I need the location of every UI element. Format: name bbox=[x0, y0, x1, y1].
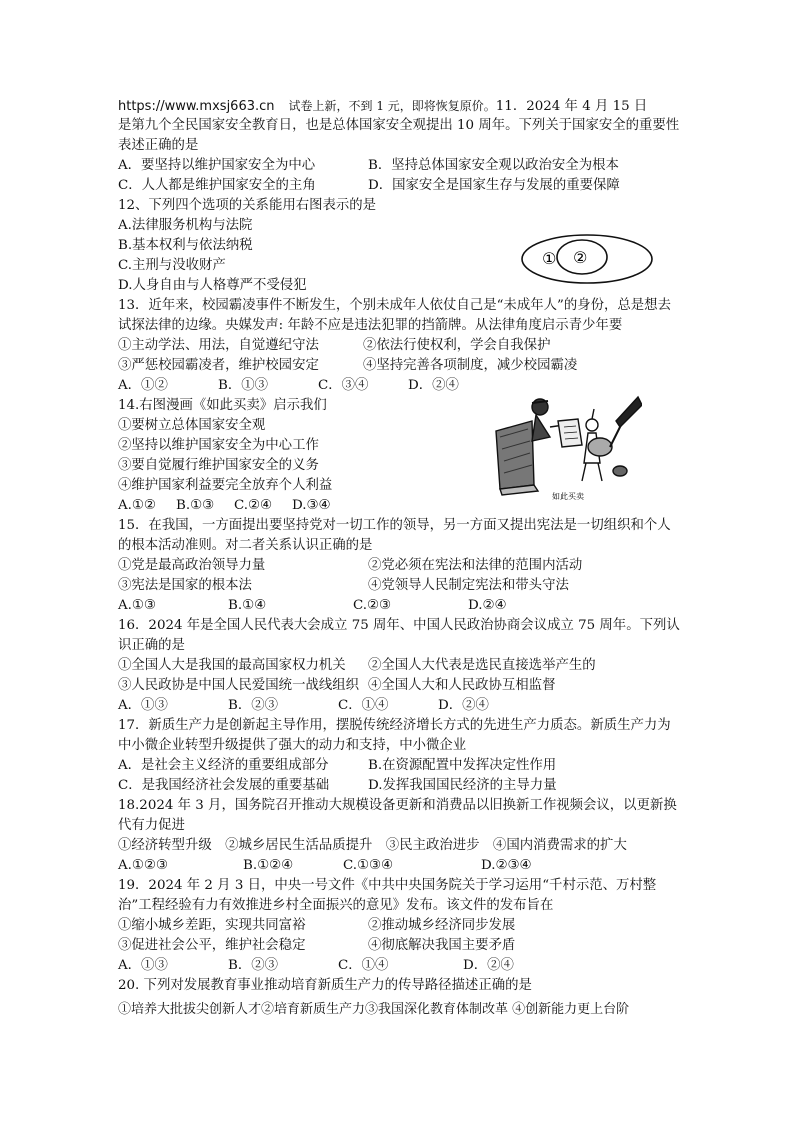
q17-options-row1 bbox=[118, 756, 680, 776]
q13-statement-2: ②依法行使权利，学会自我保护 bbox=[363, 338, 551, 353]
q13-option-a[interactable]: A．①② bbox=[118, 378, 168, 393]
q13-statement-4: ④坚持完善各项制度，减少校园霸凌 bbox=[363, 358, 578, 373]
q16-option-b[interactable]: B．②③ bbox=[228, 698, 279, 713]
q13-statement-3: ③严惩校园霸凌者，维护校园安定 bbox=[118, 358, 319, 373]
q19-option-d[interactable]: D．②④ bbox=[463, 958, 514, 973]
q15-option-b[interactable]: B.①④ bbox=[228, 598, 267, 613]
q14-statement-1: ①要树立总体国家安全观 bbox=[118, 418, 266, 433]
q18-stem: 18.2024 年 3 月，国务院召开推动大规模设备更新和消费品以旧换新工作视频会议，以更新换代有力促进 bbox=[118, 798, 677, 833]
q15-statements-row1 bbox=[118, 556, 680, 576]
q13-statement-1: ①主动学法、用法，自觉遵纪守法 bbox=[118, 338, 319, 353]
q11-stem: 是第九个全民国家安全教育日，也是总体国家安全观提出 10 周年。下列关于国家安全的重要性表述正确的是 bbox=[118, 118, 680, 153]
q17-option-b[interactable]: B.在资源配置中发挥决定性作用 bbox=[368, 758, 557, 773]
q17-option-c[interactable]: C．是我国经济社会发展的重要基础 bbox=[118, 778, 330, 793]
q18-option-a[interactable]: A.①②③ bbox=[118, 858, 168, 873]
q16-option-c[interactable]: C．①④ bbox=[338, 698, 389, 713]
q16-option-d[interactable]: D．②④ bbox=[438, 698, 489, 713]
q13-statements-row1 bbox=[118, 336, 680, 356]
q16-options bbox=[118, 696, 680, 716]
q15-option-d[interactable]: D.②④ bbox=[468, 598, 507, 613]
cartoon-illustration bbox=[496, 397, 642, 495]
q16-statements-row2 bbox=[118, 676, 680, 696]
q16-option-a[interactable]: A．①③ bbox=[118, 698, 168, 713]
q16-statement-2: ②全国人大代表是选民直接选举产生的 bbox=[368, 658, 596, 673]
q15-statements-row2 bbox=[118, 576, 680, 596]
q18-options bbox=[118, 856, 680, 876]
q19-option-a[interactable]: A．①③ bbox=[118, 958, 168, 973]
q19-statements-row1 bbox=[118, 916, 680, 936]
price-notice: 试卷上新，不到 1 元，即将恢复原价。 bbox=[288, 99, 496, 113]
q14-statement-3: ③要自觉履行维护国家安全的义务 bbox=[118, 458, 319, 473]
q15-options bbox=[118, 596, 680, 616]
q18-option-c[interactable]: C.①③④ bbox=[343, 858, 394, 873]
q11-option-d[interactable]: D．国家安全是国家生存与发展的重要保障 bbox=[368, 178, 620, 193]
q15-statement-3: ③宪法是国家的根本法 bbox=[118, 578, 252, 593]
q16-statement-3: ③人民政协是中国人民爱国统一战线组织 bbox=[118, 678, 360, 693]
q15-option-c[interactable]: C.②③ bbox=[353, 598, 392, 613]
q14-statement-2: ②坚持以维护国家安全为中心工作 bbox=[118, 438, 319, 453]
q17-options-row2 bbox=[118, 776, 680, 796]
q14-option-a[interactable]: A.①② bbox=[118, 498, 156, 513]
q15-stem: 15．在我国，一方面提出要坚持党对一切工作的领导，另一方面又提出宪法是一切组织和个人的根本活动准则。对二者关系认识正确的是 bbox=[118, 518, 671, 553]
q17-option-a[interactable]: A．是社会主义经济的重要组成部分 bbox=[118, 758, 329, 773]
q14-statement-4: ④维护国家利益要完全放弃个人利益 bbox=[118, 478, 333, 493]
q19-option-b[interactable]: B．②③ bbox=[228, 958, 279, 973]
q11-option-b[interactable]: B．坚持总体国家安全观以政治安全为根本 bbox=[368, 158, 619, 173]
source-url[interactable]: https://www.mxsj663.cn bbox=[118, 99, 275, 114]
q15-statement-1: ①党是最高政治领导力量 bbox=[118, 558, 266, 573]
q12-venn-diagram bbox=[520, 233, 655, 285]
header-line bbox=[118, 96, 680, 116]
q15-statement-2: ②党必须在宪法和法律的范围内活动 bbox=[368, 558, 583, 573]
q16-stem: 16．2024 年是全国人民代表大会成立 75 周年、中国人民政治协商会议成立 75 周年。下列认识正确的是 bbox=[118, 618, 680, 653]
q14-cartoon bbox=[492, 393, 642, 503]
q17-option-d[interactable]: D.发挥我国国民经济的主导力量 bbox=[368, 778, 557, 793]
q13-statements-row2 bbox=[118, 356, 680, 376]
q19-statement-1: ①缩小城乡差距，实现共同富裕 bbox=[118, 918, 306, 933]
outer-label: ① bbox=[542, 249, 557, 268]
q11-options-row1 bbox=[118, 156, 680, 176]
q20-stem: 20. 下列对发展教育事业推动培育新质生产力的传导路径描述正确的是 bbox=[118, 978, 532, 993]
q11-option-c[interactable]: C．人人都是维护国家安全的主角 bbox=[118, 178, 316, 193]
q14-option-c[interactable]: C.②④ bbox=[234, 498, 273, 513]
q12-option-b[interactable]: B.基本权利与依法纳税 bbox=[118, 238, 253, 253]
q19-stem: 19．2024 年 2 月 3 日，中央一号文件《中共中央国务院关于学习运用“千村示范、万村整治”工程经验有力有效推进乡村全面振兴的意见》发布。该文件的发布旨在 bbox=[118, 878, 657, 913]
q18-option-b[interactable]: B.①②④ bbox=[243, 858, 294, 873]
q17-stem: 17．新质生产力是创新起主导作用，摆脱传统经济增长方式的先进生产力质态。新质生产力为中小微企业转型升级提供了强大的动力和支持，中小微企业 bbox=[118, 718, 671, 753]
q12-option-d[interactable]: D.人身自由与人格尊严不受侵犯 bbox=[118, 278, 307, 293]
q13-stem: 13．近年来，校园霸凌事件不断发生，个别未成年人依仗自己是“未成年人”的身份，总是想去试探法律的边缘。央媒发声: 年龄不应是违法犯罪的挡箭牌。从法律角度启示青少年要 bbox=[118, 298, 671, 333]
q13-option-d[interactable]: D．②④ bbox=[408, 378, 459, 393]
q19-option-c[interactable]: C．①④ bbox=[338, 958, 389, 973]
q11-options-row2 bbox=[118, 176, 680, 196]
q12-option-c[interactable]: C.主刑与没收财产 bbox=[118, 258, 226, 273]
q13-option-b[interactable]: B．①③ bbox=[218, 378, 269, 393]
q12-stem: 12、下列四个选项的关系能用右图表示的是 bbox=[118, 198, 377, 213]
q19-statement-2: ②推动城乡经济同步发展 bbox=[368, 918, 516, 933]
q11-stem-start: 11．2024 年 4 月 15 日 bbox=[495, 99, 648, 114]
q11-option-a[interactable]: A．要坚持以维护国家安全为中心 bbox=[118, 158, 316, 173]
cartoon-caption: 如此买卖 bbox=[552, 492, 584, 501]
q18-statements: ①经济转型升级 ②城乡居民生活品质提升 ③民主政治进步 ④国内消费需求的扩大 bbox=[118, 838, 627, 853]
q14-option-b[interactable]: B.①③ bbox=[176, 498, 215, 513]
q15-statement-4: ④党领导人民制定宪法和带头守法 bbox=[368, 578, 569, 593]
q13-option-c[interactable]: C．③④ bbox=[318, 378, 369, 393]
q19-options bbox=[118, 956, 680, 976]
q16-statement-4: ④全国人大和人民政协互相监督 bbox=[368, 678, 556, 693]
q16-statement-1: ①全国人大是我国的最高国家权力机关 bbox=[118, 658, 346, 673]
q18-option-d[interactable]: D.②③④ bbox=[481, 858, 532, 873]
q14-stem: 14.右图漫画《如此买卖》启示我们 bbox=[118, 398, 327, 413]
q15-option-a[interactable]: A.①③ bbox=[118, 598, 156, 613]
q12-option-a[interactable]: A.法律服务机构与法院 bbox=[118, 218, 253, 233]
q14-option-d[interactable]: D.③④ bbox=[292, 498, 331, 513]
q20-statements: ①培养大批拔尖创新人才②培育新质生产力③我国深化教育体制改革 ④创新能力更上台阶 bbox=[118, 1002, 630, 1017]
inner-label: ② bbox=[573, 248, 588, 267]
q19-statements-row2 bbox=[118, 936, 680, 956]
q19-statement-4: ④彻底解决我国主要矛盾 bbox=[368, 938, 516, 953]
q16-statements-row1 bbox=[118, 656, 680, 676]
q19-statement-3: ③促进社会公平，维护社会稳定 bbox=[118, 938, 306, 953]
